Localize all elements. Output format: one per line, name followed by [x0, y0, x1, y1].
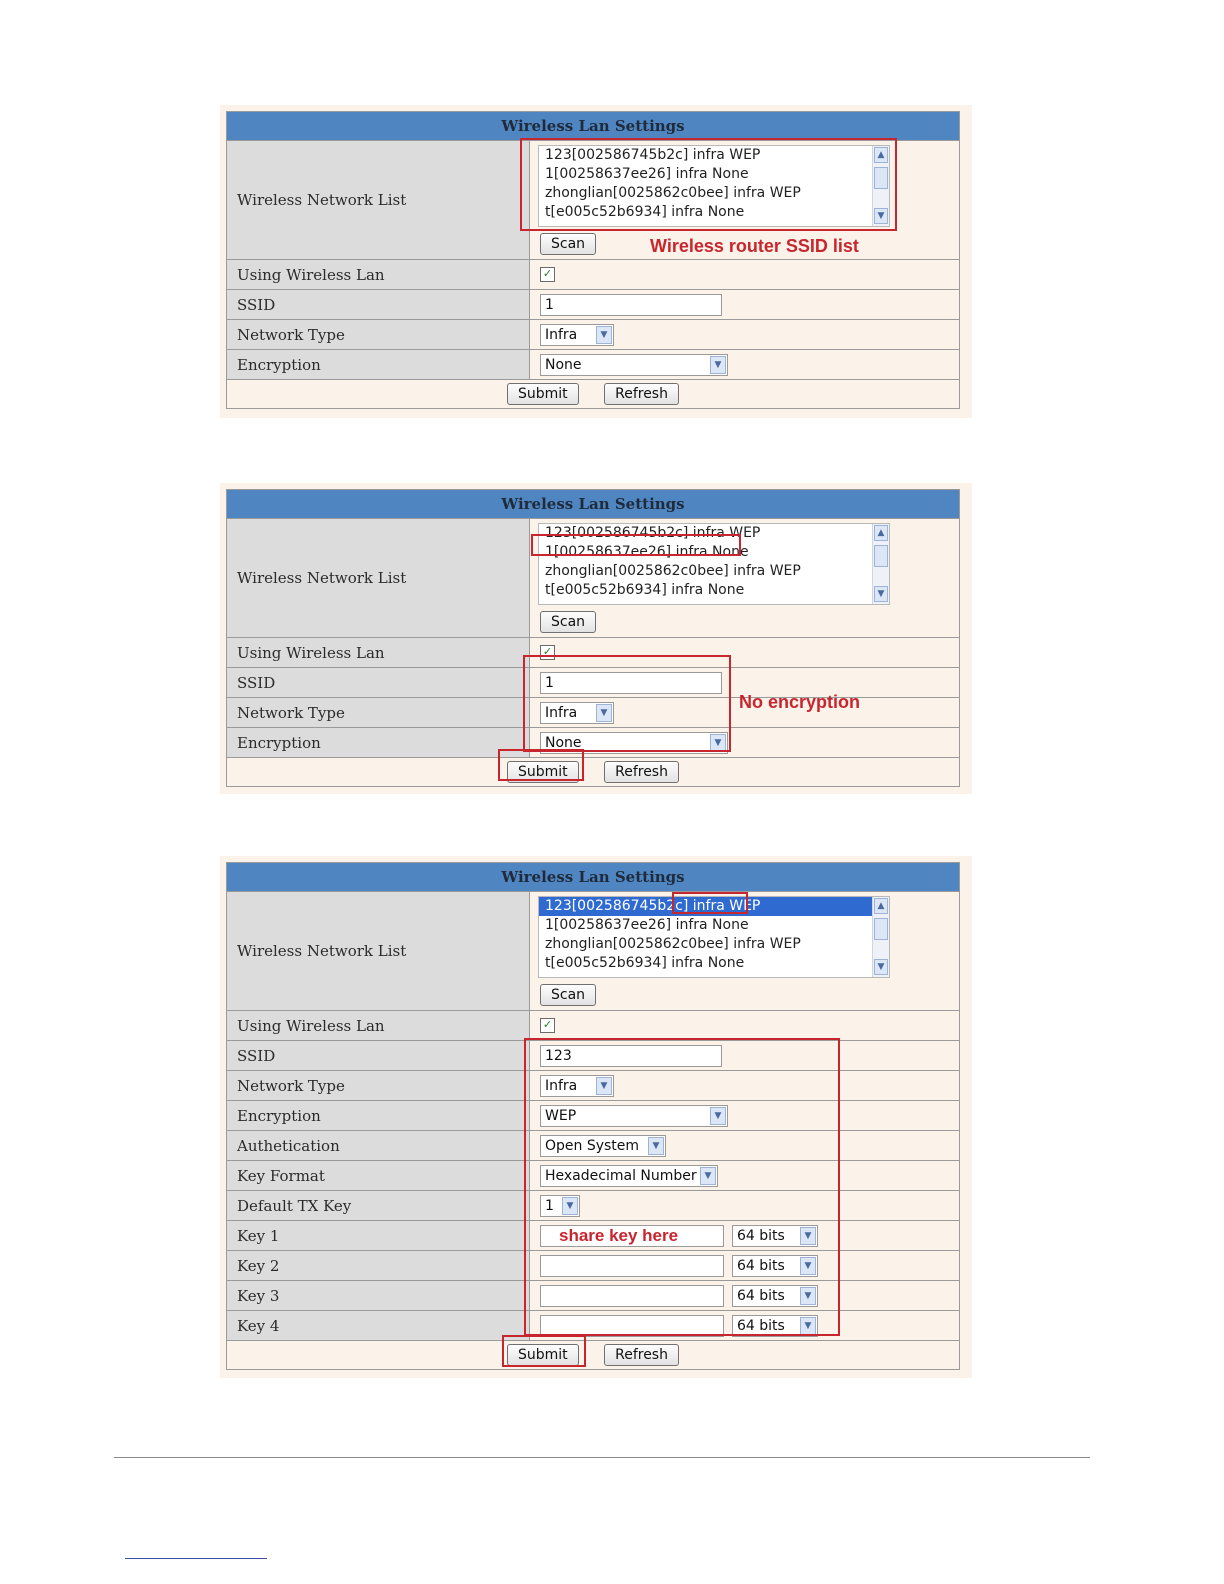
chevron-down-icon: ▼: [596, 1077, 612, 1095]
default-tx-key-select[interactable]: [540, 1195, 580, 1217]
encryption-select[interactable]: [540, 1105, 728, 1127]
network-type-select[interactable]: [540, 702, 614, 724]
chevron-down-icon: ▼: [596, 326, 612, 344]
default-tx-key-value: 1: [545, 1197, 554, 1214]
key2-input[interactable]: [540, 1255, 724, 1277]
ssid-label: SSID: [227, 290, 530, 320]
panel-title: Wireless Lan Settings: [227, 863, 960, 892]
panel-title: Wireless Lan Settings: [227, 490, 960, 519]
network-list-item[interactable]: t[e005c52b6934] infra None: [545, 204, 745, 220]
network-type-label: Network Type: [227, 698, 530, 728]
ssid-input[interactable]: 123: [540, 1045, 722, 1067]
network-list-item[interactable]: 123[002586745b2c] infra WEP: [545, 147, 761, 163]
footer-link-underline: [125, 1558, 267, 1559]
chevron-down-icon: ▼: [800, 1227, 816, 1245]
network-type-label: Network Type: [227, 320, 530, 350]
key2-label: Key 2: [227, 1251, 530, 1281]
annotation-ssid-list: Wireless router SSID list: [650, 236, 859, 256]
key4-bits-select[interactable]: [732, 1315, 818, 1337]
using-wireless-checkbox[interactable]: ✓: [540, 267, 555, 282]
encryption-value: None: [545, 356, 582, 373]
network-list-item[interactable]: 123[002586745b2c] infra WEP: [545, 525, 761, 541]
encryption-value: WEP: [545, 1107, 577, 1124]
key2-bits-value: 64 bits: [737, 1257, 785, 1274]
key3-bits-value: 64 bits: [737, 1287, 785, 1304]
using-wireless-checkbox[interactable]: ✓: [540, 645, 555, 660]
submit-button[interactable]: Submit: [507, 1344, 579, 1366]
ssid-input[interactable]: 1: [540, 672, 722, 694]
scroll-up-icon[interactable]: ▲: [874, 147, 888, 163]
using-wireless-label: Using Wireless Lan: [227, 638, 530, 668]
key3-bits-select[interactable]: [732, 1285, 818, 1307]
chevron-down-icon: ▼: [562, 1197, 578, 1215]
authentication-select[interactable]: [540, 1135, 666, 1157]
scroll-thumb[interactable]: [874, 545, 888, 567]
wireless-settings-table: [226, 111, 960, 409]
annotation-no-encryption: No encryption: [739, 692, 861, 712]
refresh-button[interactable]: Refresh: [604, 761, 679, 783]
submit-button[interactable]: Submit: [507, 383, 579, 405]
network-type-value: Infra: [545, 326, 578, 343]
key1-bits-value: 64 bits: [737, 1227, 785, 1244]
key-format-label: Key Format: [227, 1161, 530, 1191]
scroll-up-icon[interactable]: ▲: [874, 898, 888, 914]
encryption-label: Encryption: [227, 350, 530, 380]
encryption-label: Encryption: [227, 728, 530, 758]
authentication-value: Open System: [545, 1137, 640, 1154]
scroll-down-icon[interactable]: ▼: [874, 586, 888, 602]
refresh-button[interactable]: Refresh: [604, 1344, 679, 1366]
selected-network-id: 123[002586745b2c]: [545, 898, 689, 914]
key4-input[interactable]: [540, 1315, 724, 1337]
ssid-label: SSID: [227, 668, 530, 698]
scroll-up-icon[interactable]: ▲: [874, 525, 888, 541]
screenshot-2: [220, 483, 972, 794]
scan-button[interactable]: Scan: [540, 984, 596, 1006]
network-list-item[interactable]: 1[00258637ee26] infra None: [545, 544, 749, 560]
screenshot-3: [220, 856, 972, 1378]
default-tx-key-label: Default TX Key: [227, 1191, 530, 1221]
network-listbox[interactable]: [538, 145, 890, 227]
screenshot-1: [220, 105, 972, 418]
network-listbox[interactable]: [538, 523, 890, 605]
scan-button[interactable]: Scan: [540, 233, 596, 255]
panel-title: Wireless Lan Settings: [227, 112, 960, 141]
scan-button[interactable]: Scan: [540, 611, 596, 633]
key1-input[interactable]: [540, 1225, 724, 1247]
chevron-down-icon: ▼: [648, 1137, 664, 1155]
network-type-value: Infra: [545, 1077, 578, 1094]
refresh-button[interactable]: Refresh: [604, 383, 679, 405]
chevron-down-icon: ▼: [596, 704, 612, 722]
encryption-select[interactable]: [540, 354, 728, 376]
key-format-value: Hexadecimal Number: [545, 1167, 697, 1184]
network-listbox[interactable]: [538, 896, 890, 978]
key3-input[interactable]: [540, 1285, 724, 1307]
encryption-value: None: [545, 734, 582, 751]
network-list-item[interactable]: t[e005c52b6934] infra None: [545, 955, 745, 971]
list-scrollbar[interactable]: [872, 897, 889, 977]
network-list-item[interactable]: zhonglian[0025862c0bee] infra WEP: [545, 563, 801, 579]
submit-button[interactable]: Submit: [507, 761, 579, 783]
chevron-down-icon: ▼: [700, 1167, 716, 1185]
key2-bits-select[interactable]: [732, 1255, 818, 1277]
chevron-down-icon: ▼: [800, 1257, 816, 1275]
chevron-down-icon: ▼: [710, 734, 726, 752]
using-wireless-checkbox[interactable]: ✓: [540, 1018, 555, 1033]
scroll-down-icon[interactable]: ▼: [874, 208, 888, 224]
key1-bits-select[interactable]: [732, 1225, 818, 1247]
key1-label: Key 1: [227, 1221, 530, 1251]
ssid-input[interactable]: 1: [540, 294, 722, 316]
selected-network-type: infra WEP: [688, 898, 761, 914]
network-list-item[interactable]: zhonglian[0025862c0bee] infra WEP: [545, 936, 801, 952]
chevron-down-icon: ▼: [710, 356, 726, 374]
annotation-share-key: share key here: [559, 1225, 679, 1245]
scroll-down-icon[interactable]: ▼: [874, 959, 888, 975]
key3-label: Key 3: [227, 1281, 530, 1311]
network-list-item[interactable]: zhonglian[0025862c0bee] infra WEP: [545, 185, 801, 201]
encryption-label: Encryption: [227, 1101, 530, 1131]
network-list-item-selected[interactable]: [539, 897, 872, 916]
encryption-select[interactable]: [540, 732, 728, 754]
page-divider: [114, 1457, 1090, 1458]
wireless-settings-table: [226, 862, 960, 1370]
using-wireless-label: Using Wireless Lan: [227, 1011, 530, 1041]
network-list-label: Wireless Network List: [227, 892, 530, 1011]
list-scrollbar[interactable]: [872, 524, 889, 604]
chevron-down-icon: ▼: [800, 1317, 816, 1335]
scroll-thumb[interactable]: [874, 918, 888, 940]
network-list-label: Wireless Network List: [227, 141, 530, 260]
network-type-select[interactable]: [540, 324, 614, 346]
key4-bits-value: 64 bits: [737, 1317, 785, 1334]
network-type-label: Network Type: [227, 1071, 530, 1101]
network-list-item[interactable]: t[e005c52b6934] infra None: [545, 582, 745, 598]
authentication-label: Authetication: [227, 1131, 530, 1161]
network-type-select[interactable]: [540, 1075, 614, 1097]
chevron-down-icon: ▼: [800, 1287, 816, 1305]
list-scrollbar[interactable]: [872, 146, 889, 226]
key4-label: Key 4: [227, 1311, 530, 1341]
ssid-label: SSID: [227, 1041, 530, 1071]
scroll-thumb[interactable]: [874, 167, 888, 189]
using-wireless-label: Using Wireless Lan: [227, 260, 530, 290]
network-list-item[interactable]: 1[00258637ee26] infra None: [545, 917, 749, 933]
network-list-item[interactable]: 1[00258637ee26] infra None: [545, 166, 749, 182]
network-list-label: Wireless Network List: [227, 519, 530, 638]
network-type-value: Infra: [545, 704, 578, 721]
wireless-settings-table: [226, 489, 960, 787]
chevron-down-icon: ▼: [710, 1107, 726, 1125]
key-format-select[interactable]: [540, 1165, 718, 1187]
